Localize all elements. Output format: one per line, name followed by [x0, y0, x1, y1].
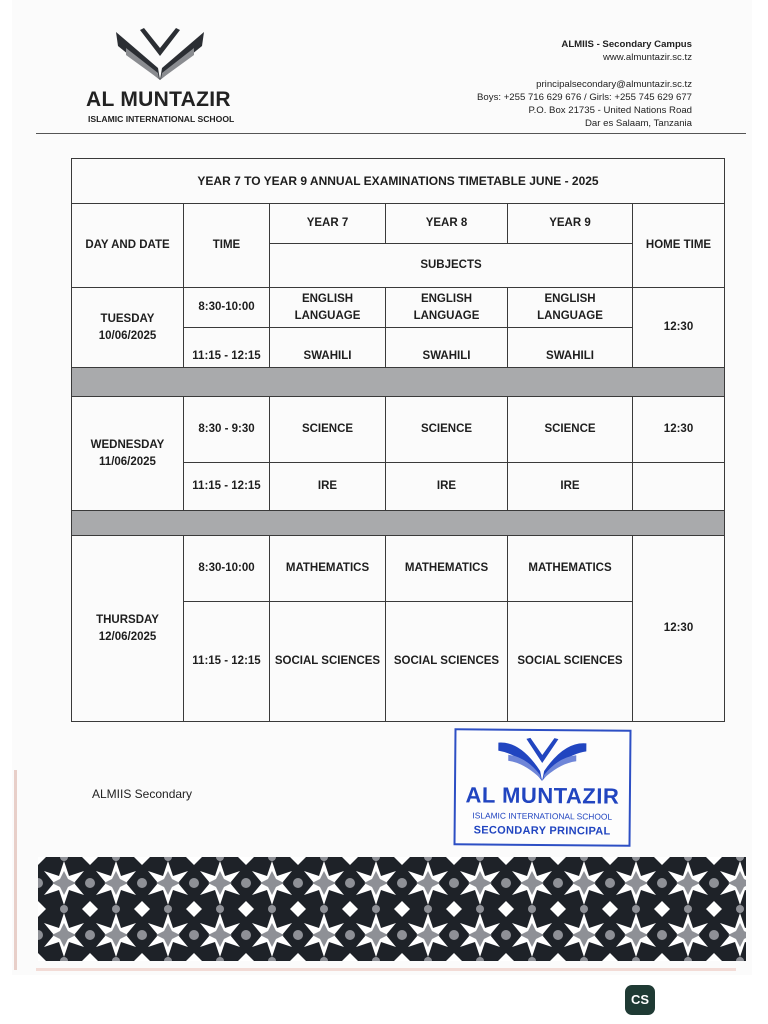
header-time: TIME	[184, 204, 270, 288]
day-name: TUESDAY	[100, 312, 155, 325]
header-home-time: HOME TIME	[633, 204, 725, 288]
day-name: WEDNESDAY	[90, 438, 165, 451]
contact-block	[477, 38, 692, 130]
separator-band	[72, 511, 725, 536]
stamp-school-subtitle: ISLAMIC INTERNATIONAL SCHOOL	[472, 810, 613, 822]
session-time: 8:30 - 9:30	[184, 397, 270, 463]
table-row	[72, 536, 725, 602]
page-edge-tint	[14, 770, 17, 970]
header-subjects: SUBJECTS	[270, 244, 633, 288]
open-book-logo-icon	[114, 28, 206, 80]
home-time: 12:30	[633, 536, 725, 722]
day-date: 10/06/2025	[98, 329, 157, 342]
header-divider	[36, 133, 746, 134]
subject-year7: SOCIAL SCIENCES	[270, 602, 386, 722]
principal-stamp	[453, 728, 631, 847]
table-row	[72, 397, 725, 463]
day-date: 11/06/2025	[99, 455, 156, 468]
camscanner-icon: CS	[625, 985, 655, 1015]
stamp-role: SECONDARY PRINCIPAL	[473, 824, 611, 838]
day-cell	[72, 288, 184, 368]
subject-year8: ENGLISH LANGUAGE	[386, 288, 508, 328]
subject-year9: IRE	[508, 463, 633, 511]
table-row	[72, 288, 725, 328]
header-year7: YEAR 7	[270, 204, 386, 244]
header-year8: YEAR 8	[386, 204, 508, 244]
subject-year8: MATHEMATICS	[386, 536, 508, 602]
subject-year7: SWAHILI	[270, 328, 386, 368]
subject-year8: SCIENCE	[386, 397, 508, 463]
day-date: 12/06/2025	[98, 630, 157, 643]
school-subtitle: ISLAMIC INTERNATIONAL SCHOOL	[88, 114, 235, 124]
separator-row	[72, 511, 725, 536]
day-cell	[72, 397, 184, 511]
subject-year9: SOCIAL SCIENCES	[508, 602, 633, 722]
separator-row	[72, 368, 725, 397]
campus-name: ALMIIS - Secondary Campus	[561, 39, 692, 50]
exam-timetable	[71, 158, 725, 722]
home-time: 12:30	[633, 397, 725, 463]
school-logo	[86, 28, 240, 128]
timetable-title: YEAR 7 TO YEAR 9 ANNUAL EXAMINATIONS TIMETABLE JUNE - 2025	[72, 159, 725, 204]
session-time: 11:15 - 12:15	[184, 463, 270, 511]
po-box: P.O. Box 21735 - United Nations Road	[528, 105, 692, 116]
subject-year9: ENGLISH LANGUAGE	[508, 288, 633, 328]
header-day-date: DAY AND DATE	[72, 204, 184, 288]
separator-band	[72, 368, 725, 397]
islamic-pattern-border	[38, 857, 746, 961]
phone-numbers: Boys: +255 716 629 676 / Girls: +255 745 629 677	[477, 92, 692, 103]
session-time: 11:15 - 12:15	[184, 602, 270, 722]
home-time-empty	[633, 463, 725, 511]
home-time: 12:30	[633, 288, 725, 368]
subject-year7: IRE	[270, 463, 386, 511]
session-time: 8:30-10:00	[184, 536, 270, 602]
subject-year9: SCIENCE	[508, 397, 633, 463]
city: Dar es Salaam, Tanzania	[584, 118, 692, 129]
subject-year8: IRE	[386, 463, 508, 511]
session-time: 8:30-10:00	[184, 288, 270, 328]
subject-year7: ENGLISH LANGUAGE	[270, 288, 386, 328]
day-cell	[72, 536, 184, 722]
subject-year7: MATHEMATICS	[270, 536, 386, 602]
email-link[interactable]: principalsecondary@almuntazir.sc.tz	[536, 79, 692, 90]
page-bottom-edge	[36, 968, 736, 971]
school-name: AL MUNTAZIR	[86, 88, 231, 111]
day-name: THURSDAY	[96, 613, 159, 626]
subject-year7: SCIENCE	[270, 397, 386, 463]
website-link[interactable]: www.almuntazir.sc.tz	[602, 52, 692, 63]
subject-year8: SOCIAL SCIENCES	[386, 602, 508, 722]
subject-year8: SWAHILI	[386, 328, 508, 368]
header-year9: YEAR 9	[508, 204, 633, 244]
stamp-school-name: AL MUNTAZIR	[465, 782, 620, 809]
subject-year9: SWAHILI	[508, 328, 633, 368]
footer-label: ALMIIS Secondary	[92, 787, 193, 801]
session-time: 11:15 - 12:15	[184, 328, 270, 368]
stamp-book-logo-icon	[494, 737, 590, 782]
subject-year9: MATHEMATICS	[508, 536, 633, 602]
